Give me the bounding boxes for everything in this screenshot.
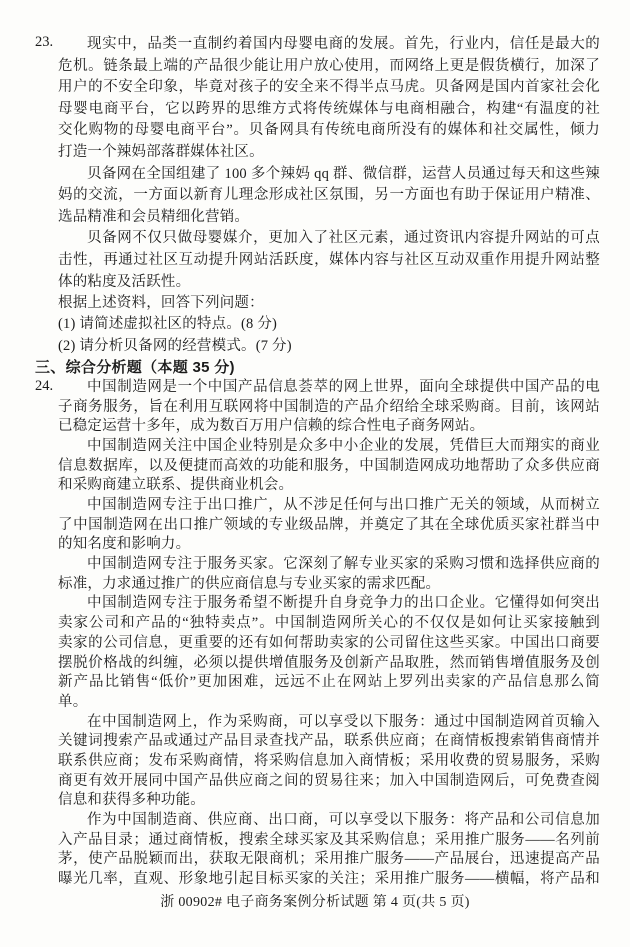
text-line: 已稳定运营十多年，成为数百万用户信赖的综合性电子商务网站。: [58, 418, 485, 435]
paragraph: [58, 555, 600, 594]
paragraph: [58, 164, 600, 229]
text-line: 关键词搜索产品或通过产品目录查找产品，联系供应商；在商情板搜索销售商情并: [58, 733, 600, 750]
text-line: 子商务服务，旨在利用互联网将中国制造的产品介绍给全球采购商。目前，该网站: [58, 398, 600, 415]
text-line: 卖家公司和产品的“独特卖点”。中国制造网所关心的不仅仅是如何让买家接触到: [58, 615, 600, 632]
text-line: 作为中国制造商、供应商、出口商，可以享受以下服务：将产品和公司信息加: [87, 812, 600, 828]
paragraph: [58, 293, 600, 314]
numbered-item: [35, 377, 600, 437]
text-line: 单。: [58, 693, 88, 710]
text-line: 标准，力求通过推广的供应商信息与专业买家的需求匹配。: [58, 575, 441, 592]
text-line: 贝备网在全国组建了 100 多个辣妈 qq 群、微信群，运营人员通过每天和这些辣: [87, 165, 600, 182]
text-line: 入产品目录；通过商情板，搜索全球买家及其采购信息；采用推广服务——名列前: [58, 831, 600, 848]
text-line: 中国制造网专注于服务希望不断提升自身竞争力的出口企业。它懂得如何突出: [87, 595, 600, 612]
section-heading: [35, 357, 600, 378]
paragraph: [58, 336, 600, 357]
paragraph: [58, 314, 600, 335]
text-line: 商更有效开展同中国产品供应商之间的贸易往来；加入中国制造网后，可免费查阅: [58, 772, 600, 789]
text-line: 妈的交流，一方面以新育儿理念形成社区氛围，另一方面也有助于保证用户精准、: [58, 187, 600, 204]
text-line: 信息数据库，以及便捷而高效的功能和服务，中国制造网成功地帮助了众多供应商: [58, 457, 600, 474]
text-line: 茅，使产品脱颖而出，获取无限商机；采用推广服务——产品展台，迅速提高产品: [58, 851, 600, 868]
text-line: 了中国制造网在出口推广领域的专业级品牌，并奠定了其在全球优质买家社群当中: [58, 516, 600, 533]
text-line: 联系供应商；发布采购商情，将采购信息加入商情板；采用收费的贸易服务，采购: [58, 752, 600, 769]
text-line: 击性，再通过社区互动提升网站活跃度，媒体内容与社区互动双重作用提升网站整: [58, 251, 600, 268]
text-line: 的知名度和影响力。: [58, 536, 191, 553]
text-line: 打造一个辣妈部落群媒体社区。: [58, 143, 264, 160]
text-line: 中国制造网专注于出口推广，从不涉足任何与出口推广无关的领域，从而树立: [87, 497, 600, 513]
text-line: (1) 请简述虚拟社区的特点。(8 分): [58, 316, 278, 333]
text-line: 摆脱价格战的纠缠，必须以提供增值服务及创新产品取胜，然而销售增值服务及创: [58, 654, 600, 671]
text-line: 中国制造网关注中国企业特别是众多中小企业的发展，凭借巨大而翔实的商业: [87, 437, 600, 454]
paragraph: [58, 594, 600, 712]
text-line: 曝光几率，直观、形象地引起目标买家的关注；采用推广服务——横幅，将产品和: [58, 871, 600, 888]
text-line: 危机。链条最上端的产品很少能让用户放心使用，而网络上更是假货横行，加深了: [58, 57, 600, 74]
text-line: 中国制造网是一个中国产品信息荟萃的网上世界，面向全球提供中国产品的电: [87, 378, 600, 395]
text-line: 体的粘度及活跃性。: [58, 273, 191, 290]
paragraph: [58, 713, 600, 811]
text-line: 和采购商建立联系、提供商业机会。: [58, 477, 294, 494]
text-line: 交化购物的母婴电商平台”。贝备网具有传统电商所没有的媒体和社交属性，倾力: [58, 122, 600, 139]
text-line: 在中国制造网上，作为采购商，可以享受以下服务：通过中国制造网首页输入: [87, 713, 600, 730]
item-number: 24.: [35, 377, 54, 394]
paragraph: [58, 811, 600, 890]
numbered-item: [35, 34, 600, 164]
page-footer: 浙 00902# 电子商务案例分析试题 第 4 页(共 5 页): [160, 895, 470, 910]
text-line: 新产品比销售“低价”更加困难，远远不止在网站上罗列出卖家的产品信息那么简: [58, 674, 600, 691]
text-line: (2) 请分析贝备网的经营模式。(7 分): [58, 337, 292, 354]
text-line: 母婴电商平台，它以跨界的思维方式将传统媒体与电商相融合，构建“有温度的社: [58, 100, 600, 117]
text-line: 信息和获得多种功能。: [58, 792, 205, 809]
paragraph: [58, 228, 600, 293]
text-line: 用户的不安全印象，毕竟对孩子的安全来不得半点马虎。贝备网是国内首家社会化: [58, 79, 600, 96]
text-line: 选品精准和会员精细化营销。: [58, 208, 250, 225]
text-line: 现实中，品类一直制约着国内母婴电商的发展。首先，行业内，信任是最大的: [87, 36, 600, 52]
document-body: [35, 34, 600, 890]
text-line: 中国制造网专注于服务买家。它深刻了解专业买家的采购习惯和选择供应商的: [87, 556, 600, 573]
item-number: 23.: [35, 34, 54, 50]
text-line: 贝备网不仅只做母婴媒介，更加入了社区元素，通过资讯内容提升网站的可点: [87, 230, 600, 247]
text-line: 卖家的公司信息，更重要的还有如何帮助卖家的公司留住这些买家。中国出口商要: [58, 634, 600, 651]
text-line: 根据上述资料，回答下列问题：: [58, 295, 264, 312]
paragraph: [58, 437, 600, 496]
text-line: 三、综合分析题（本题 35 分): [35, 358, 235, 376]
paragraph: [58, 496, 600, 555]
